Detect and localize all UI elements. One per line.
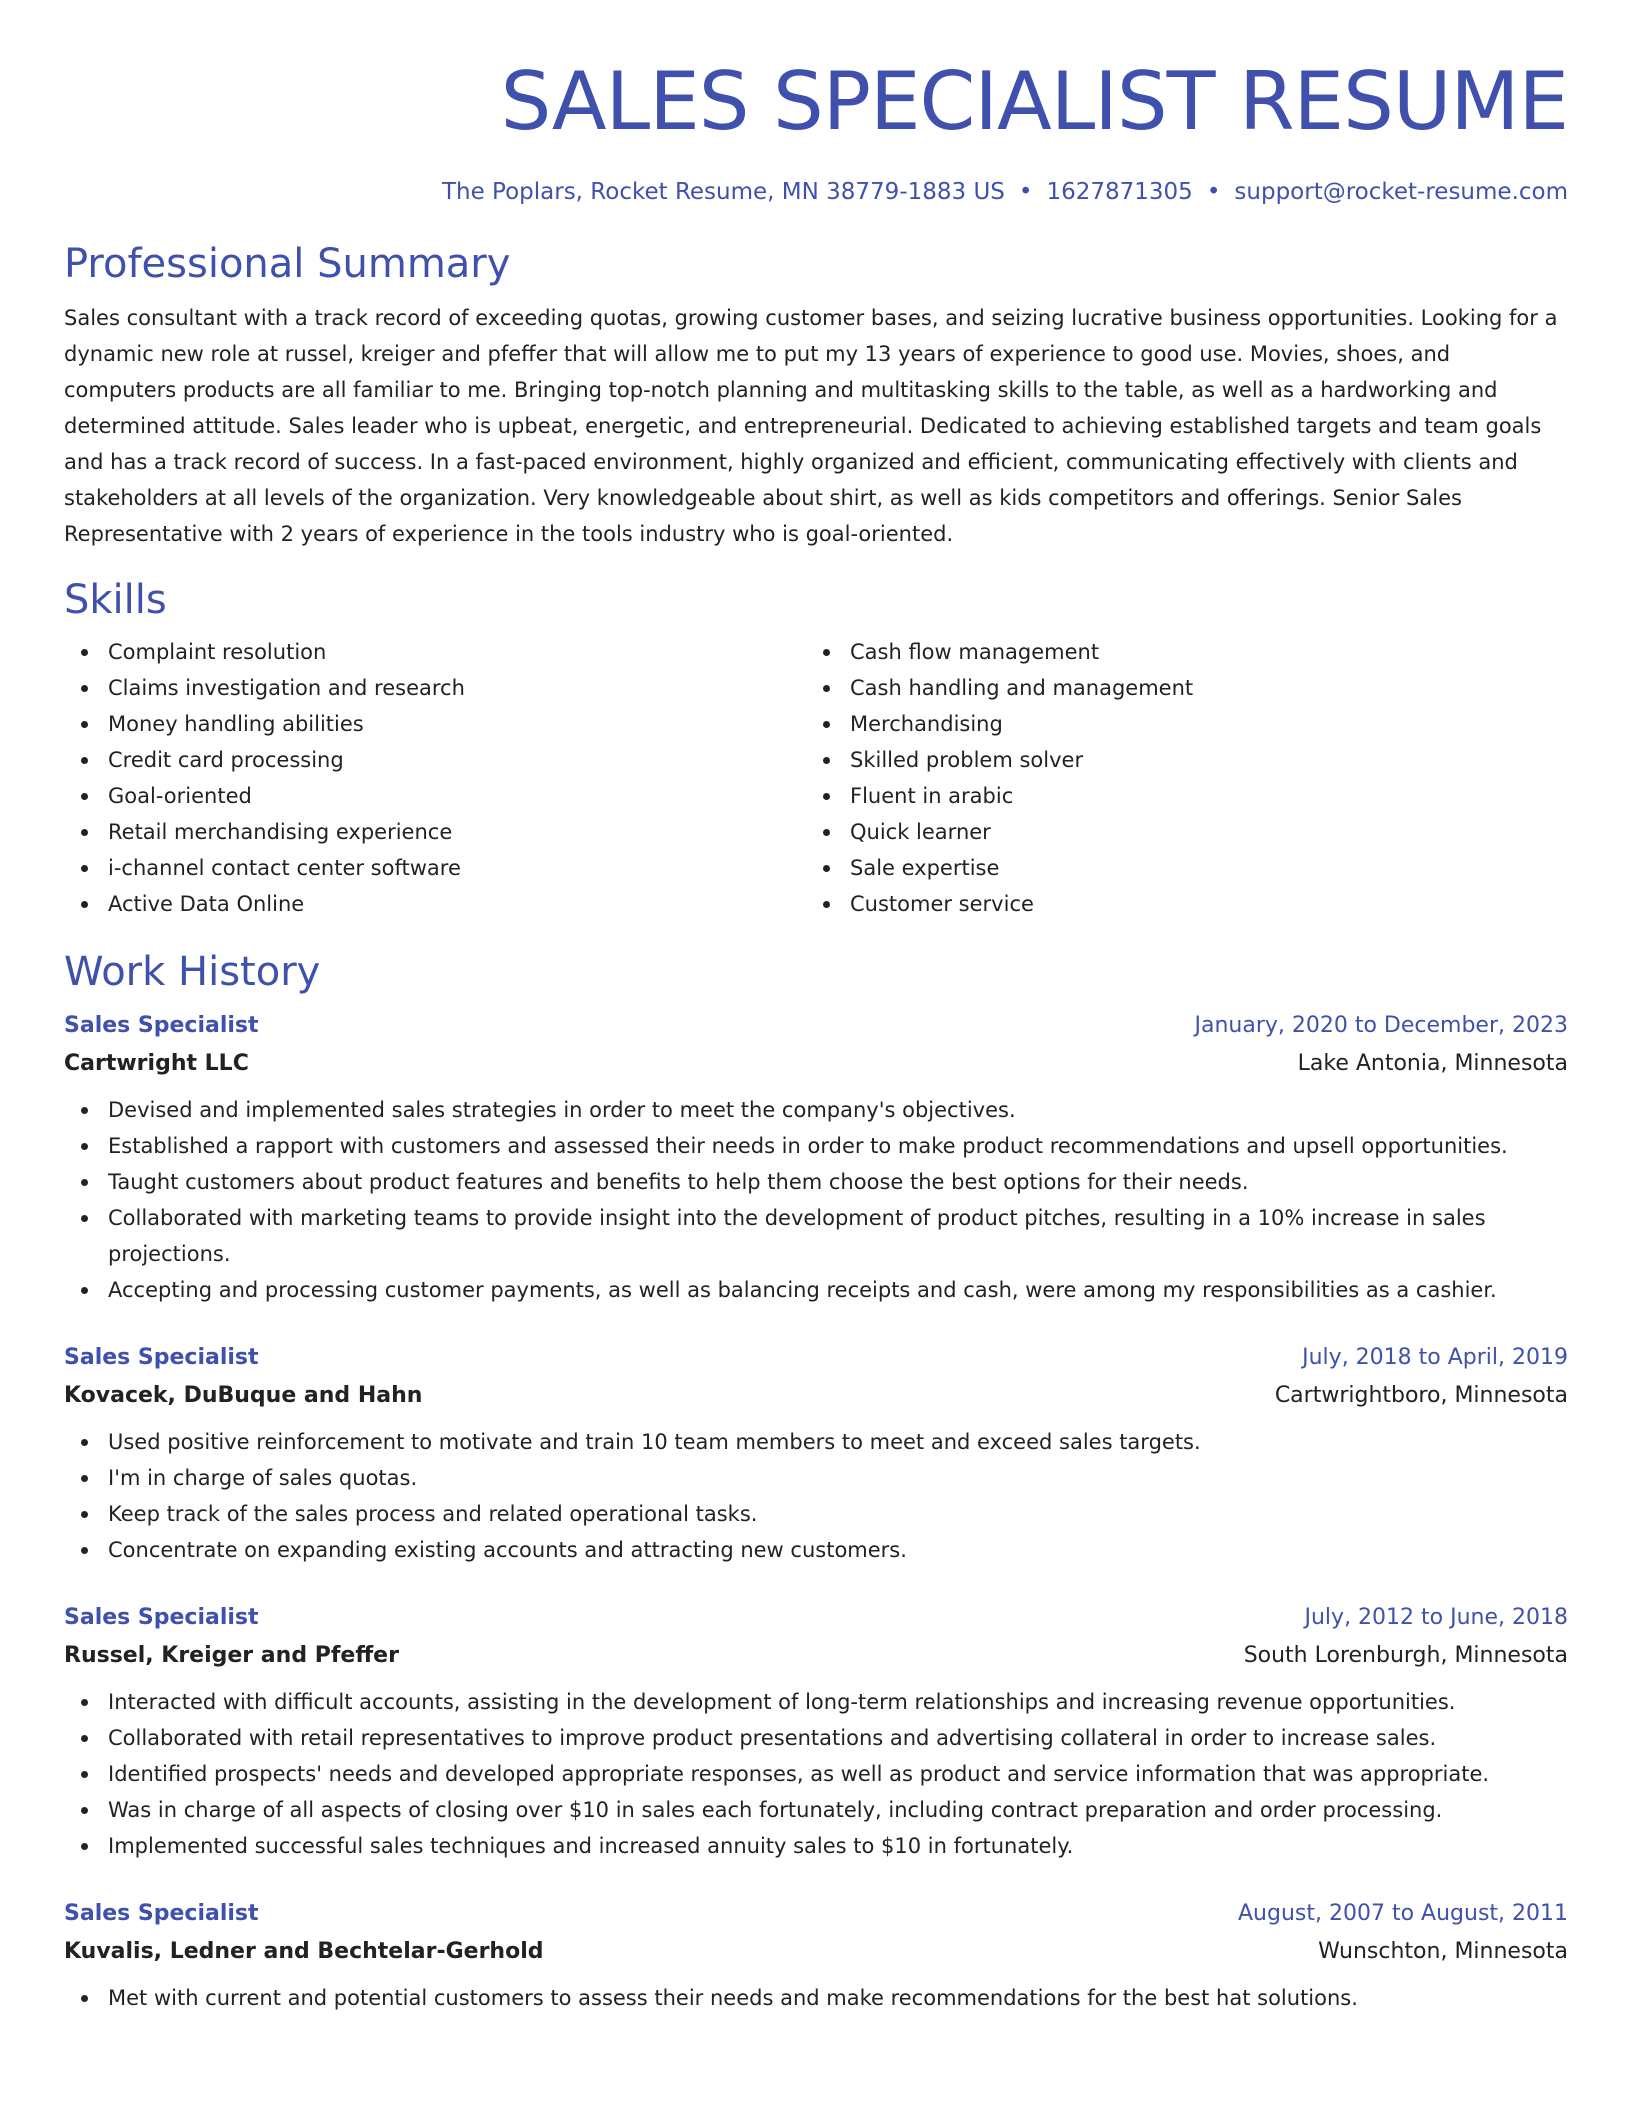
skill-item: Customer service — [806, 886, 1548, 922]
job-subheader — [64, 1636, 1568, 1676]
resume-title: SALES SPECIALIST RESUME — [500, 55, 1568, 148]
job-duty: Implemented successful sales techniques and increased annuity sales to $10 in fortunately. — [64, 1828, 1568, 1864]
skill-item: Credit card processing — [64, 742, 806, 778]
job-subheader — [64, 1376, 1568, 1416]
resume-page — [64, 0, 1568, 2016]
skill-item: Claims investigation and research — [64, 670, 806, 706]
skill-item: Cash flow management — [806, 634, 1548, 670]
skill-item: i-channel contact center software — [64, 850, 806, 886]
contact-phone: 1627871305 — [1046, 179, 1193, 205]
skills-heading: Skills — [64, 577, 167, 623]
job-company: Kovacek, DuBuque and Hahn — [64, 1383, 423, 1408]
job-dates: January, 2020 to December, 2023 — [1194, 1013, 1568, 1038]
skill-item: Money handling abilities — [64, 706, 806, 742]
job-entry — [64, 1008, 1568, 1308]
job-dates: August, 2007 to August, 2011 — [1238, 1901, 1568, 1926]
job-duty: Met with current and potential customers to assess their needs and make recommendations for the best hat solutions. — [64, 1980, 1568, 2016]
job-duty: Devised and implemented sales strategies in order to meet the company's objectives. — [64, 1092, 1568, 1128]
job-title: Sales Specialist — [64, 1013, 259, 1038]
job-company: Cartwright LLC — [64, 1051, 249, 1076]
job-dates: July, 2018 to April, 2019 — [1302, 1345, 1568, 1370]
job-entry — [64, 1340, 1568, 1568]
skill-item: Quick learner — [806, 814, 1548, 850]
job-dates: July, 2012 to June, 2018 — [1304, 1605, 1568, 1630]
job-duty: Was in charge of all aspects of closing over $10 in sales each fortunately, including contract preparation and order processing. — [64, 1792, 1568, 1828]
job-title: Sales Specialist — [64, 1345, 259, 1370]
job-duty: Established a rapport with customers and assessed their needs in order to make product recommendations and upsell opportunities. — [64, 1128, 1568, 1164]
skill-item: Skilled problem solver — [806, 742, 1548, 778]
job-title: Sales Specialist — [64, 1901, 259, 1926]
skills-left-column — [64, 634, 806, 922]
job-duty: Taught customers about product features and benefits to help them choose the best options for their needs. — [64, 1164, 1568, 1200]
skill-item: Fluent in arabic — [806, 778, 1548, 814]
job-duties — [64, 1424, 1568, 1568]
skill-item: Retail merchandising experience — [64, 814, 806, 850]
job-company: Kuvalis, Ledner and Bechtelar-Gerhold — [64, 1939, 544, 1964]
skill-item: Goal-oriented — [64, 778, 806, 814]
job-duty: Accepting and processing customer payments, as well as balancing receipts and cash, were among my responsibilities as a cashier. — [64, 1272, 1568, 1308]
job-entry — [64, 1600, 1568, 1864]
skills-right-column — [806, 634, 1548, 922]
job-duty: I'm in charge of sales quotas. — [64, 1460, 1568, 1496]
job-location: Cartwrightboro, Minnesota — [1274, 1383, 1568, 1408]
job-title: Sales Specialist — [64, 1605, 259, 1630]
summary-text: Sales consultant with a track record of exceeding quotas, growing customer bases, and seizing lucrative business opportunities. Looking for a dynamic new role at russel, kreiger and pfeffer that will allow me to put my 13 years of experience to good use. Movies, shoes, and computers products are all familiar to me. Bringing top-notch planning and multitasking skills to the table, as well as a hardworking and determined attitude. Sales leader who is upbeat, energetic, and entrepreneurial. Dedicated to achieving established targets and team goals and has a track record of success. In a fast-paced environment, highly organized and efficient, communicating effectively with clients and stakeholders at all levels of the organization. Very knowledgeable about shirt, as well as kids competitors and offerings. Senior Sales Representative with 2 years of experience in the tools industry who is goal-oriented. — [64, 306, 1558, 546]
job-duty: Collaborated with retail representatives to improve product presentations and advertising collateral in order to increase sales. — [64, 1720, 1568, 1756]
skill-item: Active Data Online — [64, 886, 806, 922]
job-location: Lake Antonia, Minnesota — [1297, 1051, 1568, 1076]
contact-address: The Poplars, Rocket Resume, MN 38779-1883 US — [441, 179, 1005, 205]
skills-list — [64, 634, 1568, 922]
job-company: Russel, Kreiger and Pfeffer — [64, 1643, 399, 1668]
job-duty: Keep track of the sales process and related operational tasks. — [64, 1496, 1568, 1532]
skill-item: Complaint resolution — [64, 634, 806, 670]
job-location: Wunschton, Minnesota — [1318, 1939, 1568, 1964]
job-header — [64, 1340, 1568, 1376]
job-header — [64, 1896, 1568, 1932]
job-duties — [64, 1092, 1568, 1308]
job-duty: Collaborated with marketing teams to provide insight into the development of product pitches, resulting in a 10% increase in sales projections. — [64, 1200, 1568, 1272]
job-subheader — [64, 1044, 1568, 1084]
job-duties — [64, 1684, 1568, 1864]
summary-heading: Professional Summary — [64, 241, 511, 287]
job-header — [64, 1600, 1568, 1636]
job-duty: Interacted with difficult accounts, assisting in the development of long-term relationships and increasing revenue opportunities. — [64, 1684, 1568, 1720]
job-location: South Lorenburgh, Minnesota — [1243, 1643, 1568, 1668]
skill-item: Cash handling and management — [806, 670, 1548, 706]
contact-separator: • — [1206, 179, 1221, 205]
work-history-heading: Work History — [64, 949, 321, 995]
contact-line — [64, 176, 1568, 208]
job-duties — [64, 1980, 1568, 2016]
skill-item: Merchandising — [806, 706, 1548, 742]
skill-item: Sale expertise — [806, 850, 1548, 886]
contact-separator: • — [1018, 179, 1033, 205]
job-duty: Used positive reinforcement to motivate and train 10 team members to meet and exceed sales targets. — [64, 1424, 1568, 1460]
job-entry — [64, 1896, 1568, 2016]
contact-email[interactable]: support@rocket-resume.com — [1234, 179, 1568, 205]
job-subheader — [64, 1932, 1568, 1972]
job-header — [64, 1008, 1568, 1044]
job-duty: Concentrate on expanding existing accounts and attracting new customers. — [64, 1532, 1568, 1568]
job-duty: Identified prospects' needs and developed appropriate responses, as well as product and service information that was appropriate. — [64, 1756, 1568, 1792]
